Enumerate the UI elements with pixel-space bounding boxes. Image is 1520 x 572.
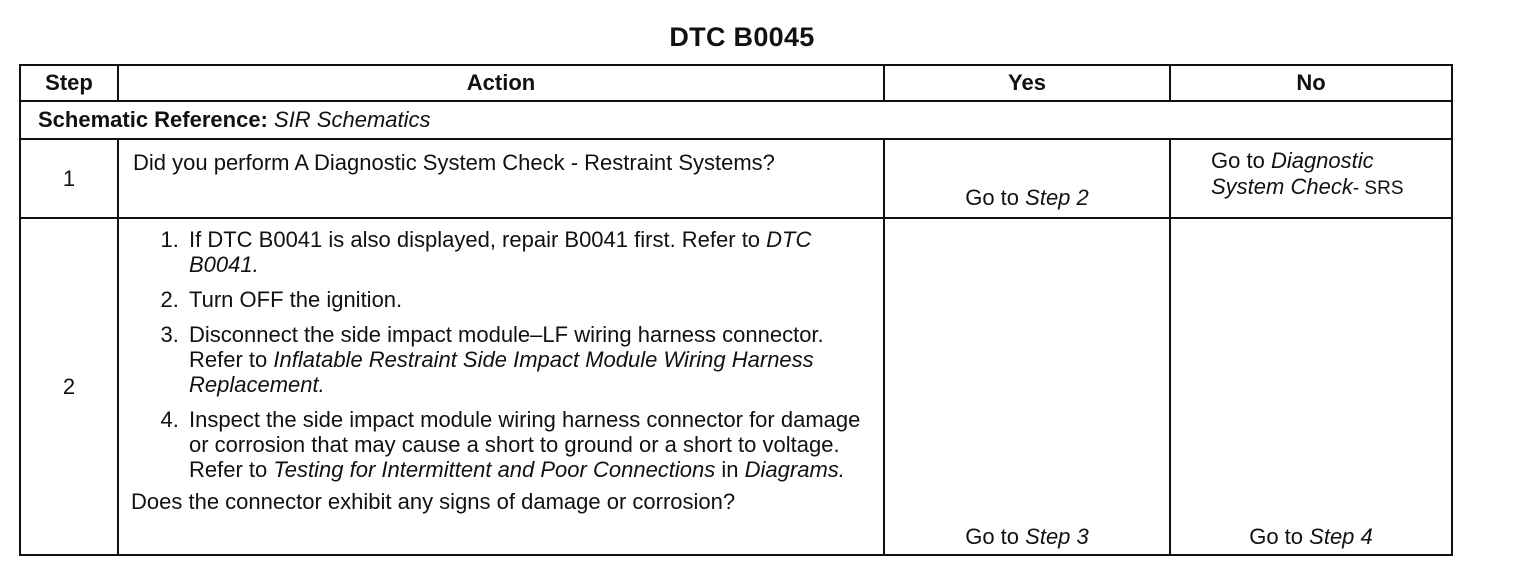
list-item bbox=[185, 227, 883, 277]
no-cell bbox=[1170, 218, 1452, 555]
yes-cell bbox=[884, 139, 1170, 218]
yes-step-link[interactable]: Step 2 bbox=[1025, 185, 1089, 210]
header-action: Action bbox=[118, 65, 884, 101]
list-item bbox=[185, 287, 883, 312]
no-ref-link-line1[interactable]: Diagnostic bbox=[1270, 148, 1374, 173]
item-text: Inspect the side impact module wiring harness connector for damage or corrosion that may cause a short to ground or a short to voltage. Refer to bbox=[189, 407, 861, 482]
yes-prefix: Go to bbox=[965, 524, 1020, 549]
action-steps-list bbox=[129, 227, 883, 482]
header-yes: Yes bbox=[884, 65, 1170, 101]
table-row bbox=[20, 218, 1452, 555]
yes-step-link[interactable]: Step 3 bbox=[1025, 524, 1089, 549]
item-text: Disconnect the side impact module–LF wiring harness connector. Refer to bbox=[189, 322, 824, 372]
yes-prefix: Go to bbox=[965, 185, 1020, 210]
action-cell: Did you perform A Diagnostic System Check - Restraint Systems? bbox=[118, 139, 884, 218]
schematic-reference-row bbox=[20, 101, 1452, 139]
item-text: Turn OFF the ignition. bbox=[189, 287, 403, 312]
diagnostic-table bbox=[19, 64, 1453, 556]
action-question: Does the connector exhibit any signs of damage or corrosion? bbox=[131, 489, 736, 514]
page-title: DTC B0045 bbox=[669, 22, 815, 52]
no-step-link[interactable]: Step 4 bbox=[1309, 524, 1373, 549]
step-number: 1 bbox=[20, 139, 118, 218]
item-ref-link[interactable]: Testing for Intermittent and Poor Connections bbox=[273, 457, 716, 482]
step-number: 2 bbox=[20, 218, 118, 555]
table-row bbox=[20, 139, 1452, 218]
header-step: Step bbox=[20, 65, 118, 101]
item-ref-link-2[interactable]: Diagrams. bbox=[744, 457, 845, 482]
schematic-reference-cell bbox=[20, 101, 1452, 139]
item-ref-link[interactable]: DTC B0041. bbox=[189, 227, 812, 277]
item-text-mid: in bbox=[721, 457, 739, 482]
no-prefix: Go to bbox=[1249, 524, 1304, 549]
item-text: If DTC B0041 is also displayed, repair B0041 first. Refer to bbox=[189, 227, 761, 252]
yes-cell bbox=[884, 218, 1170, 555]
no-cell bbox=[1170, 139, 1452, 218]
no-prefix: Go to bbox=[1211, 148, 1265, 173]
item-ref-link[interactable]: Inflatable Restraint Side Impact Module Wiring Harness Replacement. bbox=[189, 347, 814, 397]
no-ref-link-line2[interactable]: System Check bbox=[1211, 174, 1353, 199]
no-suffix: - SRS bbox=[1352, 178, 1404, 199]
list-item bbox=[185, 322, 883, 397]
list-item bbox=[185, 407, 883, 482]
schematic-reference-label: Schematic Reference: bbox=[38, 107, 268, 132]
header-row bbox=[20, 65, 1452, 101]
schematic-reference-link[interactable]: SIR Schematics bbox=[274, 107, 431, 132]
action-cell bbox=[118, 218, 884, 555]
header-no: No bbox=[1170, 65, 1452, 101]
